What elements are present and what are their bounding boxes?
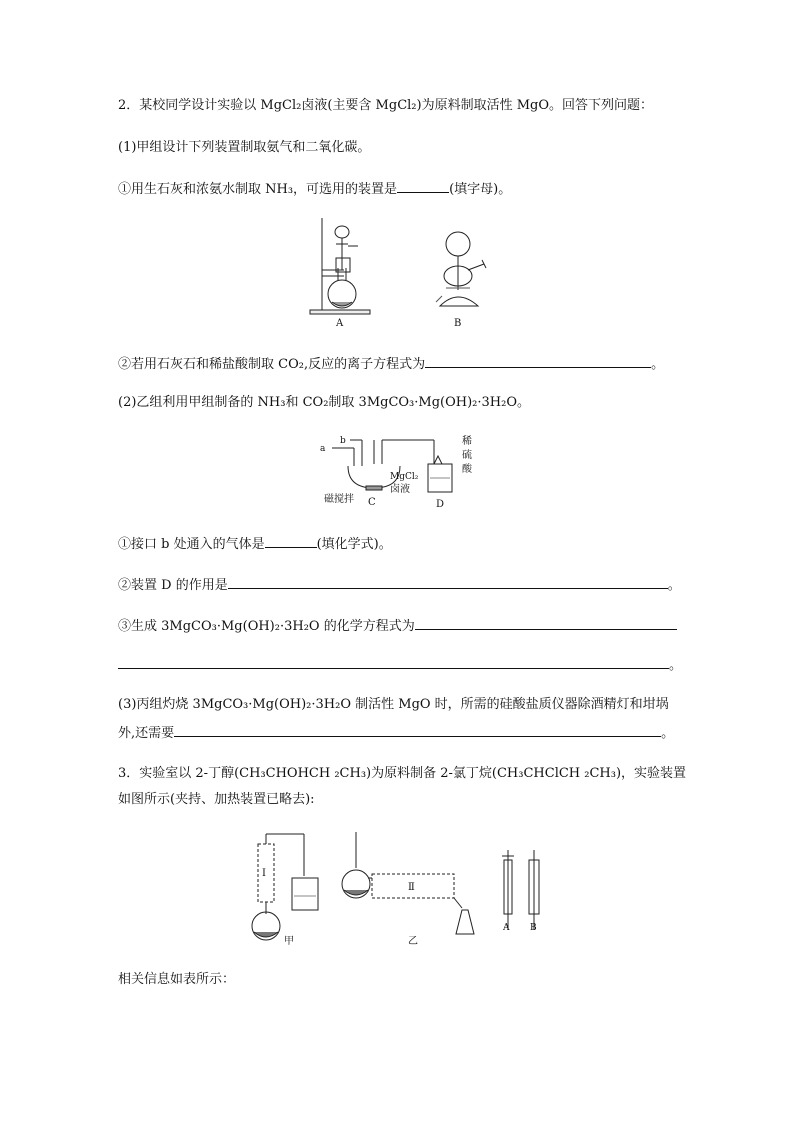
q2-part3-text: 外,还需要	[118, 726, 175, 741]
q2-part1-q2-suffix: 。	[651, 357, 665, 372]
fig2-label-b: b	[340, 436, 346, 446]
figure-apparatus-q3	[248, 826, 548, 952]
answer-blank[interactable]	[265, 533, 317, 548]
figure-apparatus-cd	[318, 430, 490, 512]
q2-part2-q3-suffix: 。	[669, 658, 683, 673]
answer-blank[interactable]	[174, 722, 661, 737]
fig2-label-a: a	[320, 444, 326, 454]
q2-part2-q2-text: ②装置 D 的作用是	[118, 578, 228, 593]
figure-label-b: B	[454, 318, 462, 329]
q2-part2-q2-suffix: 。	[667, 578, 681, 593]
q2-part2: (2)乙组利用甲组制备的 NH₃和 CO₂制取 3MgCO₃·Mg(OH)₂·3H₂O。	[118, 395, 530, 410]
answer-blank[interactable]	[425, 353, 651, 368]
fig2-label-stir: 磁搅拌	[324, 494, 354, 505]
apparatus-b	[436, 232, 486, 306]
figure-label-a: A	[336, 318, 344, 329]
q2-part1-q1-text: ①用生石灰和浓氨水制取 NH₃，可选用的装置是	[118, 182, 398, 197]
q2-part2-q1	[118, 533, 392, 555]
fig2-label-acid-3: 酸	[462, 464, 472, 475]
q2-part2-q1-suffix: (填化学式)。	[316, 537, 392, 552]
q3-label-roman-1: Ⅰ	[262, 868, 266, 879]
q3-label-jia: 甲	[284, 936, 294, 947]
q2-part1-q2	[118, 353, 664, 375]
q2-part2-q1-text: ①接口 b 处通入的气体是	[118, 537, 265, 552]
q3-stem-cont: 如图所示(夹持、加热装置已略去):	[118, 792, 315, 807]
apparatus-a	[310, 218, 370, 314]
fig2-label-luye: 卤液	[390, 484, 410, 495]
q2-part2-q3-text: ③生成 3MgCO₃·Mg(OH)₂·3H₂O 的化学方程式为	[118, 619, 415, 634]
q3-label-a: A	[503, 923, 510, 933]
q2-part3: (3)丙组灼烧 3MgCO₃·Mg(OH)₂·3H₂O 制活性 MgO 时，所需的硅酸盐质仪器除酒精灯和坩埚	[118, 697, 669, 712]
q3-label-yi: 乙	[408, 936, 418, 947]
q3-label-b: B	[530, 923, 537, 933]
answer-blank[interactable]	[415, 615, 677, 630]
answer-blank[interactable]	[228, 574, 668, 589]
q3-table-intro: 相关信息如表所示：	[118, 972, 236, 987]
q2-part3-cont	[118, 722, 674, 744]
q2-part1-q2-text: ②若用石灰石和稀盐酸制取 CO₂,反应的离子方程式为	[118, 357, 426, 372]
q3-stem: 3．实验室以 2-丁醇(CH₃CHOHCH ₂CH₃)为原料制备 2-氯丁烷(CH₃CHClCH ₂CH₃)，实验装置	[118, 766, 687, 781]
answer-blank[interactable]	[397, 178, 449, 193]
q2-part2-q3-cont	[118, 654, 682, 676]
figure-apparatus-ab	[300, 210, 500, 332]
q2-part1-q1	[118, 178, 511, 200]
q2-part2-q3	[118, 615, 677, 637]
q2-stem: 2．某校同学设计实验以 MgCl₂卤液(主要含 MgCl₂)为原料制取活性 MgO。回答下列问题：	[118, 98, 653, 113]
q2-part1-q1-suffix: (填字母)。	[449, 182, 512, 197]
q2-part1: (1)甲组设计下列装置制取氨气和二氧化碳。	[118, 140, 371, 155]
fig2-label-acid-1: 稀	[462, 436, 472, 447]
fig2-label-d: D	[436, 499, 445, 510]
q2-part3-suffix: 。	[661, 726, 675, 741]
fig2-label-acid-2: 硫	[462, 450, 472, 461]
fig2-label-c: C	[368, 497, 376, 508]
fig2-label-mgcl2: MgCl₂	[390, 472, 419, 482]
q3-label-roman-2: Ⅱ	[408, 882, 415, 893]
q2-part2-q2	[118, 574, 681, 596]
answer-blank[interactable]	[118, 654, 669, 669]
